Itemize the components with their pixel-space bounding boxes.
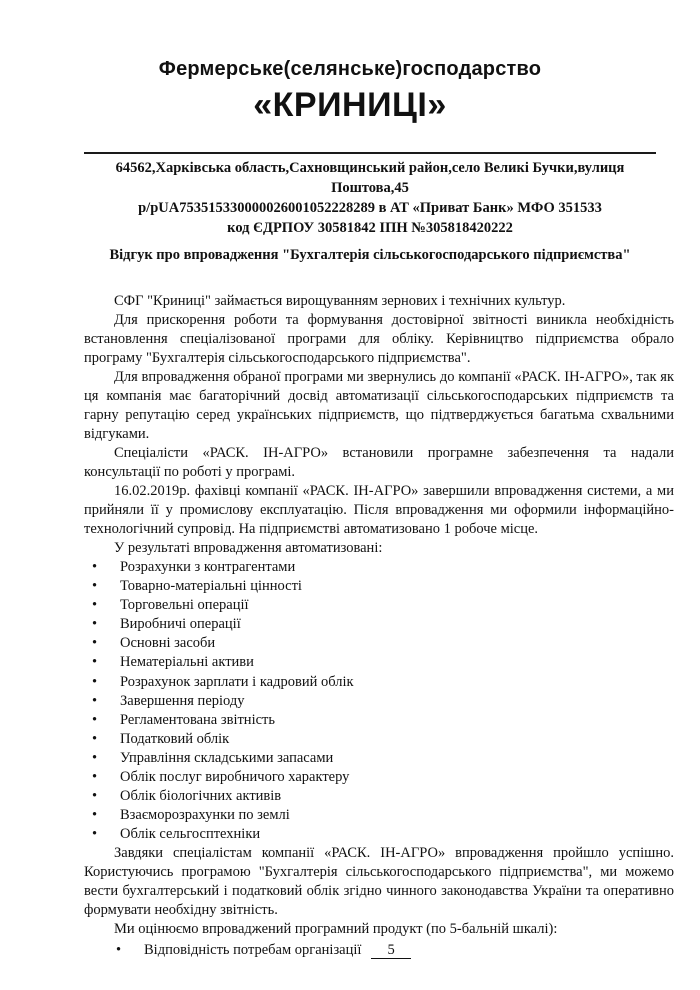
bullet-icon: •: [92, 711, 98, 728]
list-item: [84, 730, 674, 749]
bullet-icon: •: [92, 826, 98, 843]
paragraph-installation: Спеціалісти «РАСК. ІН-АГРО» встановили програмне забезпечення та надали консультації по роботі у програмі.: [84, 445, 674, 480]
bullet-icon: •: [92, 807, 98, 824]
list-item: [84, 768, 674, 787]
bank-details: р/рUA753515330000026001052228289 в АТ «Приват Банк» МФО 351533: [138, 200, 602, 216]
rating-label: Відповідність потребам організації: [144, 942, 362, 959]
farm-name-heading: «КРИНИЦІ»: [253, 86, 447, 124]
bullet-icon: •: [92, 749, 98, 766]
list-item-label: Взаєморозрахунки по землі: [120, 807, 290, 824]
list-item-label: Основні засоби: [120, 635, 216, 652]
bullet-icon: •: [92, 692, 98, 709]
document-body: [84, 292, 674, 960]
list-item-label: Виробничі операції: [120, 616, 241, 633]
registry-codes: код ЄДРПОУ 30581842 ІПН №305818420222: [227, 220, 513, 236]
list-item-label: Регламентована звітність: [120, 711, 275, 728]
list-item-label: Податковий облік: [120, 730, 230, 747]
header-divider: [84, 152, 656, 154]
list-item-label: Торговельні операції: [120, 597, 249, 614]
address-line-1: 64562,Харківська область,Сахновщинський район,село Великі Бучки,вулиця: [115, 160, 625, 176]
list-item-label: Нематеріальні активи: [120, 654, 254, 671]
list-item-label: Розрахунки з контрагентами: [120, 559, 296, 575]
bullet-icon: •: [92, 673, 98, 690]
list-item: [84, 825, 674, 844]
list-item-label: Облік біологічних активів: [120, 788, 282, 805]
list-item-label: Облік послуг виробничого характеру: [120, 769, 350, 786]
rating-score: 5: [371, 942, 411, 959]
list-item-label: Облік сельгосптехніки: [120, 826, 261, 843]
paragraph-list-intro: У результаті впровадження автоматизовані:: [114, 540, 383, 556]
list-item-label: Завершення періоду: [120, 692, 245, 709]
bullet-icon: •: [92, 616, 98, 633]
farm-type-heading: Фермерське(селянське)господарство: [158, 58, 542, 80]
paragraph-rating-intro: Ми оцінюємо впроваджений програмний продукт (по 5-бальній шкалі):: [114, 921, 558, 938]
list-item: [84, 634, 674, 653]
list-item: [84, 806, 674, 825]
bullet-icon: •: [92, 578, 98, 595]
list-item-label: Розрахунок зарплати і кадровий облік: [120, 673, 354, 690]
bullet-icon: •: [116, 942, 122, 959]
bullet-icon: •: [92, 559, 98, 575]
list-item: [84, 577, 674, 596]
bullet-icon: •: [92, 769, 98, 786]
list-item: [84, 615, 674, 634]
list-item: [84, 787, 674, 806]
bullet-icon: •: [92, 788, 98, 805]
bullet-icon: •: [92, 597, 98, 614]
automated-areas-list: [84, 558, 674, 844]
rating-item: [84, 941, 674, 960]
paragraph-intro: СФГ "Криниці" займається вирощуванням зернових і технічних культур.: [114, 293, 566, 309]
list-item: [84, 749, 674, 768]
list-item: [84, 596, 674, 615]
paragraph-completion: 16.02.2019р. фахівці компанії «РАСК. ІН-АГРО» завершили впровадження системи, а ми прийняли її у промислову експлуатацію. Після впровадження ми оформили інформаційно-технологічний супровід. На підприємстві автоматизовано 1 робоче місце.: [84, 483, 674, 537]
paragraph-vendor-choice: Для впровадження обраної програми ми звернулись до компанії «РАСК. ІН-АГРО», так як ця компанія має багаторічний досвід автоматизації сільськогосподарських підприємств та гарну репутацію серед українських підприємств, що підтверджується багатьма схвальними відгуками.: [84, 369, 674, 442]
bullet-icon: •: [92, 635, 98, 652]
bullet-icon: •: [92, 654, 98, 671]
list-item-label: Управління складськими запасами: [120, 749, 334, 766]
list-item: [84, 673, 674, 692]
list-item: [84, 711, 674, 730]
document-subject: Відгук про впровадження "Бухгалтерія сільськогосподарського підприємства": [109, 247, 631, 263]
list-item: [84, 692, 674, 711]
paragraph-need: Для прискорення роботи та формування достовірної звітності виникла необхідність встановлення спеціалізованої програми для обліку. Керівництво підприємства обрало програму "Бухгалтерія сільськогосподарського підприємства".: [84, 312, 674, 366]
list-item-label: Товарно-матеріальні цінності: [120, 578, 302, 595]
list-item: [84, 653, 674, 672]
paragraph-result: Завдяки спеціалістам компанії «РАСК. ІН-АГРО» впровадження пройшло успішно. Користуючись програмою "Бухгалтерія сільськогосподарського підприємства", ми можемо вести бухгалтерський і податковий облік згідно чинного законодавства України та оперативно формувати необхідну звітність.: [84, 845, 674, 919]
list-item: [84, 558, 674, 577]
address-line-2: Поштова,45: [331, 180, 409, 196]
bullet-icon: •: [92, 730, 98, 747]
